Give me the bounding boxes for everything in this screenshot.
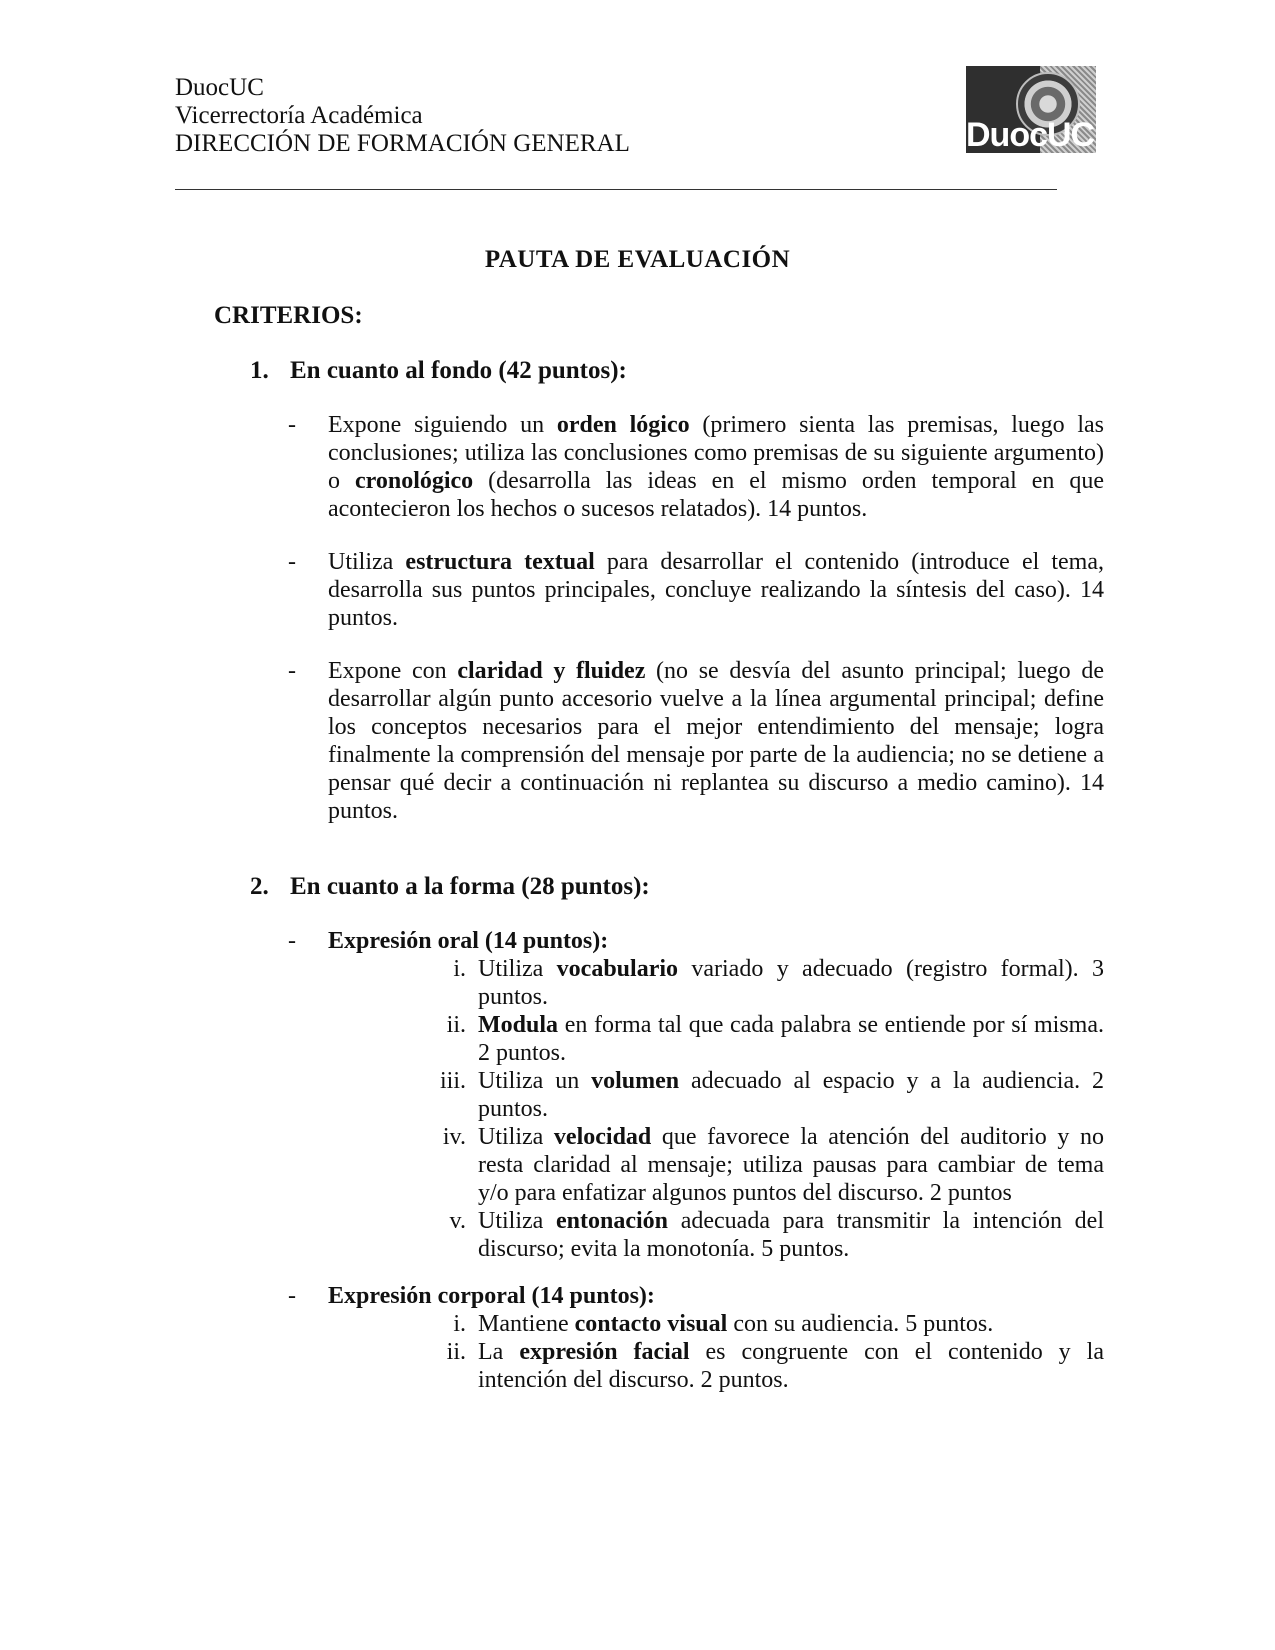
text-run: para desarrollar el contenido (introduce el tema, desarrolla sus puntos principales, concluye realizando la síntesis del caso). 14 puntos.	[328, 549, 1105, 631]
logo-brand-a: Duoc	[966, 116, 1047, 153]
emphasis: entonación	[556, 1208, 669, 1234]
text-run: (no se desvía del asunto principal; luego de desarrollar algún punto accesorio vuelve a la línea argumental principal; define los conceptos necesarios para el mejor entendimiento del mensaje; logra finalmente la comprensión del mensaje por parte de la audiencia; no se detiene a pensar qué decir a continuación ni replantea su discurso a medio camino). 14 puntos.	[328, 658, 1105, 824]
criteria-heading: CRITERIOS:	[214, 302, 363, 329]
text-run: es congruente con el contenido y la intención del discurso. 2 puntos.	[478, 1339, 1104, 1393]
text-run: Utiliza	[478, 956, 557, 982]
section-2-heading	[250, 873, 650, 901]
header-line-2: Vicerrectoría Académica	[175, 102, 423, 129]
section-number: 1.	[250, 357, 269, 384]
emphasis: contacto visual	[574, 1311, 728, 1337]
list-item	[410, 1067, 1104, 1123]
criterion-bullet	[288, 548, 1104, 632]
item-number: iv.	[442, 1124, 466, 1150]
list-item	[410, 1011, 1104, 1067]
section-1-heading	[250, 357, 627, 385]
body-expression-heading	[288, 1282, 655, 1310]
list-item	[410, 1338, 1104, 1394]
text-run: que favorece la atención del auditorio y no resta claridad al mensaje; utiliza pausas para cambiar de tema y/o para enfatizar algunos puntos del discurso. 2 puntos	[478, 1124, 1104, 1206]
section-title: En cuanto al fondo (42 puntos):	[290, 357, 627, 384]
emphasis: expresión facial	[519, 1339, 690, 1365]
text-run: (primero sienta las premisas, luego las conclusiones; utiliza las conclusiones como premisas de su siguiente argumento) o	[328, 412, 1104, 494]
list-item	[410, 955, 1104, 1011]
emphasis: vocabulario	[556, 956, 679, 982]
text-run: Utiliza	[328, 549, 406, 575]
item-number: v.	[449, 1208, 466, 1234]
subheading-text: Expresión corporal (14 puntos):	[328, 1283, 655, 1309]
list-item	[410, 1207, 1104, 1263]
emphasis: cronológico	[354, 468, 474, 494]
bullet-text	[328, 411, 1104, 523]
bullet-dash: -	[288, 658, 296, 684]
text-run: (desarrolla las ideas en el mismo orden temporal en que acontecieron los hechos o sucesos relatados). 14 puntos.	[328, 468, 1104, 522]
item-number: i.	[453, 1311, 466, 1337]
page-title: PAUTA DE EVALUACIÓN	[484, 246, 791, 273]
text-run: adecuado al espacio y a la audiencia. 2 puntos.	[478, 1068, 1105, 1122]
emphasis: volumen	[591, 1068, 680, 1094]
text-run: variado y adecuado (registro formal). 3 puntos.	[478, 956, 1105, 1010]
section-title: En cuanto a la forma (28 puntos):	[290, 873, 650, 900]
bullet-text	[328, 548, 1104, 632]
bullet-text	[328, 657, 1104, 825]
bullet-dash: -	[288, 1283, 296, 1309]
bullet-dash: -	[288, 549, 296, 575]
text-run: con su audiencia. 5 puntos.	[727, 1311, 994, 1337]
header-line-1: DuocUC	[175, 74, 264, 101]
text-run: Expone siguiendo un	[328, 412, 557, 438]
header-line-3: DIRECCIÓN DE FORMACIÓN GENERAL	[175, 130, 630, 157]
institution-header	[175, 74, 630, 158]
text-run: Expone con	[328, 658, 458, 684]
item-number: ii.	[446, 1012, 466, 1038]
text-run: La	[478, 1339, 520, 1365]
oral-expression-list	[410, 955, 1104, 1263]
emphasis: claridad y fluidez	[457, 658, 646, 684]
bullet-dash: -	[288, 412, 296, 438]
logo-brand-b: UC	[1047, 116, 1095, 153]
item-number: i.	[453, 956, 466, 982]
section-number: 2.	[250, 873, 269, 900]
item-number: ii.	[446, 1339, 466, 1365]
list-item	[410, 1123, 1104, 1207]
emphasis: Modula	[478, 1012, 559, 1038]
text-run: Utiliza	[478, 1208, 557, 1234]
body-expression-list	[410, 1310, 1104, 1394]
text-run: adecuada para transmitir la intención del discurso; evita la monotonía. 5 puntos.	[478, 1208, 1105, 1262]
text-run: en forma tal que cada palabra se entiende por sí misma. 2 puntos.	[478, 1012, 1104, 1066]
emphasis: orden lógico	[556, 412, 690, 438]
item-number: iii.	[439, 1068, 466, 1094]
text-run: Mantiene	[478, 1311, 575, 1337]
emphasis: velocidad	[553, 1124, 652, 1150]
oral-expression-heading	[288, 927, 608, 955]
subheading-text: Expresión oral (14 puntos):	[328, 928, 609, 954]
logo-wordmark	[966, 117, 1094, 153]
text-run: Utiliza	[478, 1124, 554, 1150]
list-item	[410, 1310, 1104, 1338]
emphasis: estructura textual	[405, 549, 595, 575]
text-run: Utiliza un	[478, 1068, 592, 1094]
criterion-bullet	[288, 411, 1104, 523]
header-divider	[175, 189, 1057, 190]
criterion-bullet	[288, 657, 1104, 825]
bullet-dash: -	[288, 928, 296, 954]
duocuc-logo	[966, 66, 1096, 153]
